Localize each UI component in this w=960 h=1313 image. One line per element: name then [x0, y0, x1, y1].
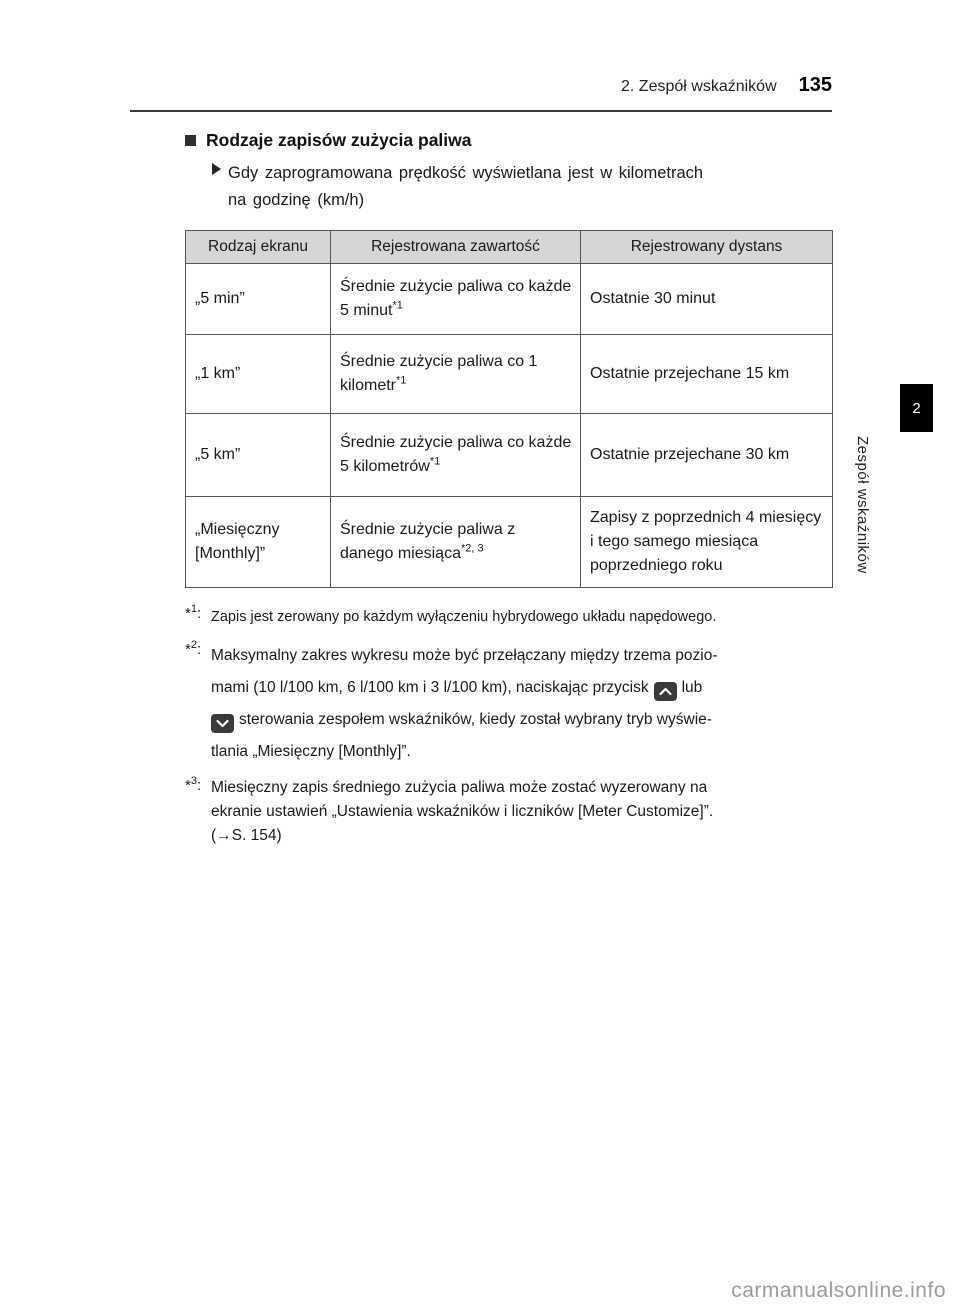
- square-bullet-icon: [185, 135, 196, 146]
- cell-recorded-distance: Ostatnie 30 minut: [581, 264, 833, 335]
- cell-text: Średnie zużycie paliwa co każde 5 minut: [340, 278, 572, 319]
- col-header-recorded-content: Rejestrowana zawartość: [331, 231, 581, 264]
- cell-recorded-content: [331, 497, 581, 588]
- section-title-row: [185, 130, 833, 151]
- footnote-reference: *2, 3: [460, 542, 484, 555]
- footnote-reference: *1: [392, 299, 403, 312]
- footnote-marker: *$^2$:: [185, 639, 202, 658]
- table-row: [186, 414, 833, 497]
- fuel-records-table: [185, 230, 833, 588]
- header-page-number: 135: [798, 74, 832, 96]
- cell-recorded-distance: Ostatnie przejechane 15 km: [581, 335, 833, 414]
- cell-screen-type: „5 min”: [186, 264, 331, 335]
- col-header-screen-type: Rodzaj ekranu: [186, 231, 331, 264]
- footnote-text: Maksymalny zakres wykresu może być przełączany między trzema pozio- mami (10 l/100 km, 6 l/100 km i 3 l/100 km), naciskając przycisk lub sterowania zespołem wskaźników, kiedy został wybrany tryb wyświe- tlania „Miesięczny [Monthly]”.: [211, 647, 718, 760]
- table-row: [186, 497, 833, 588]
- page-reference: (→S. 154): [211, 827, 282, 844]
- intro-line-2: na godzinę (km/h): [228, 191, 365, 209]
- chevron-up-button-icon: [654, 682, 677, 701]
- footnote-marker: *$^1$:: [185, 603, 202, 622]
- chevron-down-button-icon: [211, 714, 234, 733]
- footnote-text: Zapis jest zerowany po każdym wyłączeniu hybrydowego układu napędowego.: [211, 609, 717, 625]
- footnote-2: [185, 640, 833, 768]
- chapter-number: 2: [912, 399, 921, 417]
- cell-recorded-content: [331, 335, 581, 414]
- page-content: [185, 130, 833, 848]
- cell-screen-type: „Miesięczny [Monthly]”: [186, 497, 331, 588]
- chapter-side-label: Zespół wskaźników: [854, 436, 871, 574]
- footnote-marker: *$^3$:: [185, 775, 202, 794]
- footnotes-section: [185, 604, 833, 848]
- intro-text: [228, 160, 703, 214]
- table-row: [186, 264, 833, 335]
- cell-recorded-content: [331, 264, 581, 335]
- intro-line-1: Gdy zaprogramowana prędkość wyświetlana jest w kilometrach: [228, 164, 704, 182]
- watermark: carmanualsonline.info: [731, 1279, 946, 1302]
- table-row: [186, 335, 833, 414]
- header-section-title: 2. Zespół wskaźników: [621, 78, 777, 95]
- footnote-reference: *1: [429, 455, 441, 468]
- cell-recorded-content: [331, 414, 581, 497]
- cell-screen-type: „5 km”: [186, 414, 331, 497]
- header-rule: [130, 110, 832, 112]
- footnote-text: Miesięczny zapis średniego zużycia paliwa może zostać wyzerowany na ekranie ustawień „Ustawienia wskaźników i liczników [Meter Customize]”. (→S. 154): [211, 779, 714, 844]
- table-header-row: [186, 231, 833, 264]
- footnote-1: [185, 604, 833, 628]
- col-header-recorded-distance: Rejestrowany dystans: [581, 231, 833, 264]
- intro-row: [185, 160, 833, 214]
- cell-text: Średnie zużycie paliwa z danego miesiąca: [340, 521, 516, 562]
- footnote-3: [185, 776, 833, 848]
- footnote-reference: *1: [396, 374, 407, 387]
- arrow-bullet-icon: [212, 163, 228, 214]
- cell-screen-type: „1 km”: [186, 335, 331, 414]
- cell-text: Średnie zużycie paliwa co 1 kilometr: [340, 353, 538, 394]
- cell-recorded-distance: Ostatnie przejechane 30 km: [581, 414, 833, 497]
- page-header: [130, 74, 832, 97]
- chapter-number-tab: [900, 384, 933, 432]
- cell-recorded-distance: Zapisy z poprzednich 4 miesięcy i tego samego miesiąca poprzedniego roku: [581, 497, 833, 588]
- section-title: Rodzaje zapisów zużycia paliwa: [206, 130, 472, 150]
- cell-text: Średnie zużycie paliwa co każde 5 kilometrów: [340, 434, 572, 475]
